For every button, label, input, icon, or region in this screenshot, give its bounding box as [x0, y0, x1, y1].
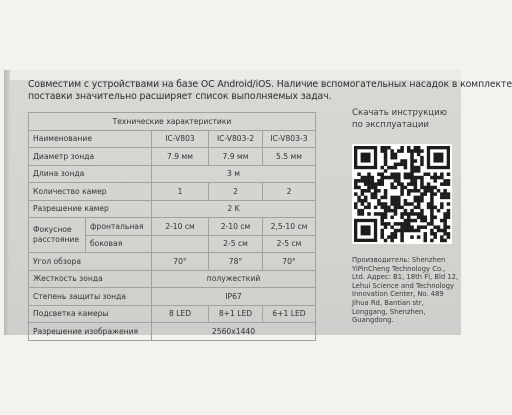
row-label: Диаметр зонда	[29, 148, 152, 166]
focus-label: Фокусное расстояние	[29, 218, 86, 253]
row-label: Разрешение камер	[29, 200, 152, 218]
row-label: Количество камер	[29, 183, 152, 201]
cell: 2 K	[152, 200, 316, 218]
instruction-text: Скачать инструкцию по эксплуатации	[352, 108, 447, 130]
cell: полужесткий	[152, 270, 316, 288]
package-label	[4, 70, 512, 336]
intro-line-2: поставки значительно расширяет список выполняемых задач.	[28, 91, 332, 102]
table-row	[29, 323, 316, 341]
table-row	[29, 218, 316, 236]
row-label: Степень защиты зонда	[29, 288, 152, 306]
cell: 2-10 см	[209, 218, 263, 236]
cell: 6+1 LED	[263, 305, 316, 323]
row-label: Подсветка камеры	[29, 305, 152, 323]
cell: 70°	[263, 253, 316, 271]
row-label: Разрешение изображения	[29, 323, 152, 341]
model-3: IC-V803-3	[263, 130, 316, 148]
model-1: IC-V803	[152, 130, 209, 148]
focus-side-label: боковая	[86, 235, 152, 253]
focus-front-label: фронтальная	[86, 218, 152, 236]
table-row	[29, 165, 316, 183]
cell: 2-5 см	[209, 235, 263, 253]
cell: 70°	[152, 253, 209, 271]
table-row	[29, 148, 316, 166]
table-row	[29, 270, 316, 288]
side-panel	[352, 70, 460, 335]
row-label: Длина зонда	[29, 165, 152, 183]
model-2: IC-V803-2	[209, 130, 263, 148]
cell: IP67	[152, 288, 316, 306]
table-title: Технические характеристики	[29, 113, 316, 131]
label-edge	[4, 70, 10, 335]
manufacturer-info: Производитель: Shenzhen YiPinCheng Technology Co., Ltd. Адрес: B1, 18th Fl, Bld 12, Lehui Science and Technology Innovation Center, No. 489 Jihua Rd, Bantian str, Longgang, Shenzhen, Guangdong.	[352, 256, 459, 325]
spec-table	[28, 112, 316, 341]
cell: 2	[263, 183, 316, 201]
cell: 2	[209, 183, 263, 201]
table-header-row	[29, 130, 316, 148]
table-row	[29, 200, 316, 218]
row-label: Жесткость зонда	[29, 270, 152, 288]
cell: 8 LED	[152, 305, 209, 323]
cell: 2560x1440	[152, 323, 316, 341]
cell	[152, 235, 209, 253]
cell: 7.9 мм	[152, 148, 209, 166]
qr-code[interactable]	[352, 144, 452, 244]
table-row	[29, 183, 316, 201]
cell: 8+1 LED	[209, 305, 263, 323]
qr-code-image[interactable]	[354, 146, 450, 242]
row-label: Угол обзора	[29, 253, 152, 271]
cell: 5.5 мм	[263, 148, 316, 166]
cell: 2-5 см	[263, 235, 316, 253]
table-row	[29, 288, 316, 306]
table-title-row	[29, 113, 316, 131]
table-row	[29, 253, 316, 271]
cell: 3 м	[152, 165, 316, 183]
cell: 78°	[209, 253, 263, 271]
cell: 1	[152, 183, 209, 201]
cell: 2-10 см	[152, 218, 209, 236]
cell: 2,5-10 см	[263, 218, 316, 236]
header-label: Наименование	[29, 130, 152, 148]
cell: 7.9 мм	[209, 148, 263, 166]
table-row	[29, 305, 316, 323]
intro-line-1: Совместим с устройствами на базе ОС Android/iOS. Наличие вспомогательных насадок в комплекте	[28, 79, 512, 90]
